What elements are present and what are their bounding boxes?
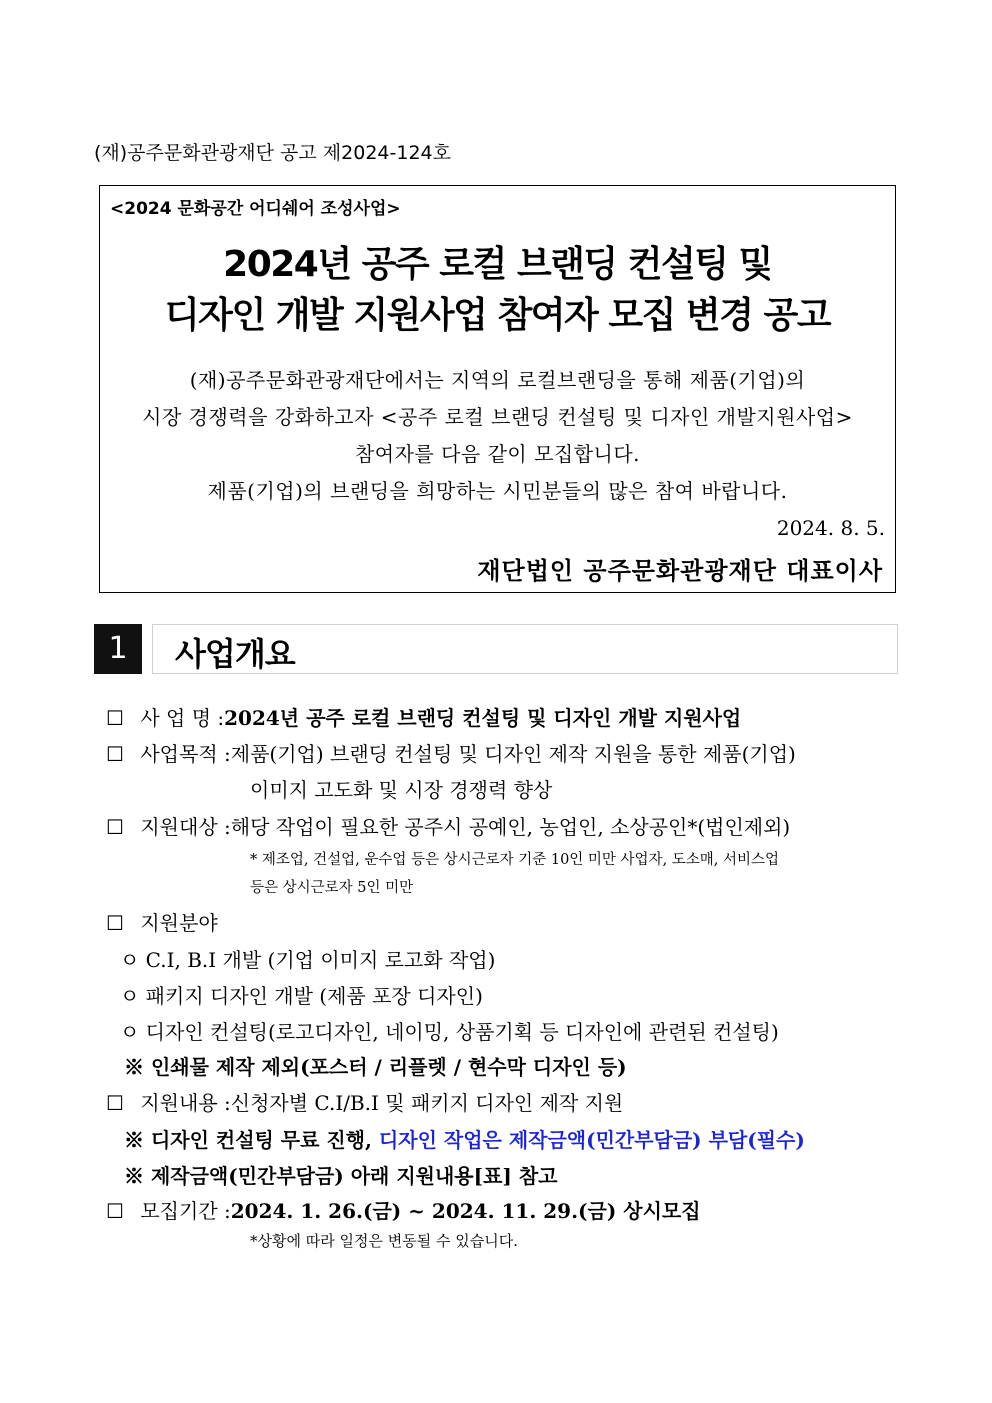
item-period-label: 모집기간 : <box>140 1199 231 1223</box>
body-line-1: (재)공주문화관광재단에서는 지역의 로컬브랜딩을 통해 제품(기업)의 <box>189 368 806 392</box>
item-field-label: 지원분야 <box>140 911 218 935</box>
checkbox-icon: ☐ <box>106 1091 124 1115</box>
announcement-box <box>99 185 896 593</box>
checkbox-icon: ☐ <box>106 911 124 935</box>
item-target-note-1: * 제조업, 건설업, 운수업 등은 상시근로자 기준 10인 미만 사업자, 도소매, 서비스업 <box>250 852 780 868</box>
checkbox-icon: ☐ <box>106 706 124 730</box>
body-line-4: 제품(기업)의 브랜딩을 희망하는 시민분들의 많은 참여 바랍니다. <box>207 479 788 503</box>
field-item-ci-bi: ㅇ C.I, B.I 개발 (기업 이미지 로고화 작업) <box>120 948 496 972</box>
item-content-value: 신청자별 C.I/B.I 및 패키지 디자인 제작 지원 <box>230 1091 624 1115</box>
content-note-2: ※ 제작금액(민간부담금) 아래 지원내용[표] 참고 <box>124 1164 558 1188</box>
content-note-1-free: ※ 디자인 컨설팅 무료 진행, <box>124 1128 379 1152</box>
section-title-box <box>152 624 898 674</box>
issuer: 재단법인 공주문화관광재단 대표이사 <box>477 556 883 585</box>
item-target-label: 지원대상 : <box>140 815 231 839</box>
field-item-package: ㅇ 패키지 디자인 개발 (제품 포장 디자인) <box>120 984 483 1008</box>
notice-number: (재)공주문화관광재단 공고 제2024-124호 <box>94 142 451 164</box>
item-target <box>106 811 790 840</box>
notice-date: 2024. 8. 5. <box>776 516 885 540</box>
content-note-1 <box>124 1124 805 1153</box>
item-name-value: 2024년 공주 로컬 브랜딩 컨설팅 및 디자인 개발 지원사업 <box>224 706 742 730</box>
item-purpose <box>106 738 796 767</box>
content-note-1-cost: 디자인 작업은 제작금액(민간부담금) 부담(필수) <box>378 1128 805 1152</box>
checkbox-icon: ☐ <box>106 815 124 839</box>
title-line-2: 디자인 개발 지원사업 참여자 모집 변경 공고 <box>164 295 831 336</box>
item-target-note-2: 등은 상시근로자 5인 미만 <box>250 880 414 896</box>
section-number: 1 <box>94 624 142 674</box>
title-line-1: 2024년 공주 로컬 브랜딩 컨설팅 및 <box>223 244 772 285</box>
item-target-value: 해당 작업이 필요한 공주시 공예인, 농업인, 소상공인*(법인제외) <box>230 815 791 839</box>
item-name-label: 사 업 명 : <box>140 706 225 730</box>
item-period <box>106 1195 701 1224</box>
checkbox-icon: ☐ <box>106 742 124 766</box>
checkbox-icon: ☐ <box>106 1199 124 1223</box>
item-period-value: 2024. 1. 26.(금) ~ 2024. 11. 29.(금) 상시모집 <box>230 1199 701 1223</box>
body-line-3: 참여자를 다음 같이 모집합니다. <box>354 442 641 466</box>
item-purpose-line-2: 이미지 고도화 및 시장 경쟁력 향상 <box>250 778 553 802</box>
section-header <box>94 624 898 674</box>
item-purpose-label: 사업목적 : <box>140 742 231 766</box>
item-field <box>106 907 218 936</box>
item-name <box>106 702 741 731</box>
item-content-label: 지원내용 : <box>140 1091 231 1115</box>
section-title: 사업개요 <box>175 635 295 673</box>
item-period-note: *상황에 따라 일정은 변동될 수 있습니다. <box>250 1232 518 1250</box>
field-item-consulting: ㅇ 디자인 컨설팅(로고디자인, 네이밍, 상품기획 등 디자인에 관련된 컨설팅) <box>120 1020 779 1044</box>
item-purpose-line-1: 제품(기업) 브랜딩 컨설팅 및 디자인 제작 지원을 통한 제품(기업) <box>230 742 796 766</box>
field-exclusion-note: ※ 인쇄물 제작 제외(포스터 / 리플렛 / 현수막 디자인 등) <box>124 1055 627 1079</box>
item-content <box>106 1087 623 1116</box>
program-tag: <2024 문화공간 어디쉐어 조성사업> <box>110 199 401 219</box>
body-line-2: 시장 경쟁력을 강화하고자 <공주 로컬 브랜딩 컨설팅 및 디자인 개발지원사업> <box>142 405 853 429</box>
